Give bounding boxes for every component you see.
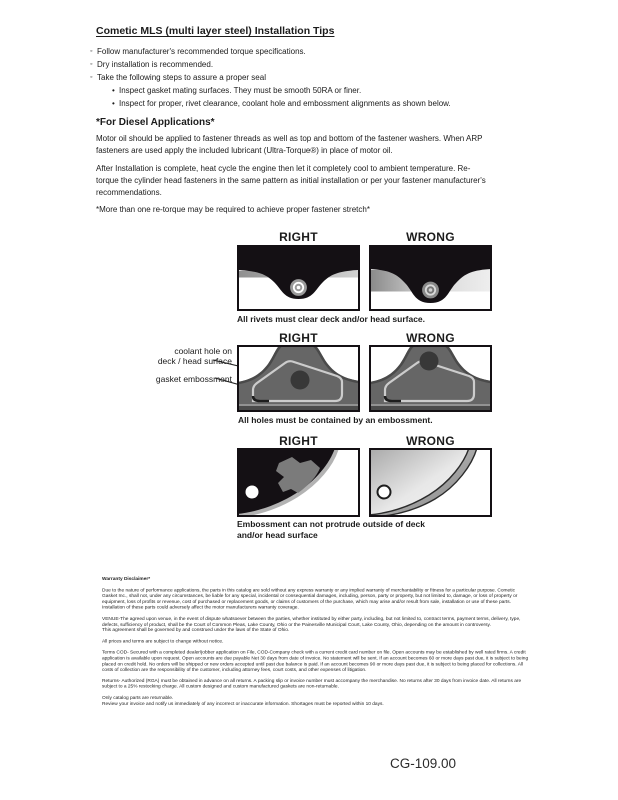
embossment-protruding-diagram (369, 448, 492, 517)
wrong-label: WRONG (406, 434, 455, 448)
figure2-caption: All holes must be contained by an embossment. (238, 415, 433, 425)
coolant-hole-right-figure (237, 345, 360, 412)
tip-text: Dry installation is recommended. (97, 60, 214, 69)
hole-contained-diagram (237, 345, 360, 412)
invoice-review-line: Review your invoice and notify us immediately of any incorrect or inaccurate information. Shortages must be reported within 10 days. (102, 700, 384, 706)
diesel-applications-heading: *For Diesel Applications* (96, 117, 215, 128)
rivet-interference-diagram (369, 245, 492, 311)
warranty-disclaimer-text (102, 576, 529, 706)
figure1-labels (237, 230, 615, 244)
retorque-note: *More than one re-torque may be required to achieve proper fastener stretch* (96, 205, 370, 214)
list-item (90, 97, 560, 110)
tip-text: Inspect gasket mating surfaces. They must be smooth 50RA or finer. (119, 86, 362, 95)
right-label: RIGHT (279, 230, 318, 244)
venue-paragraph: VENUE-The agreed upon venue, in the event of dispute whatsoever between the parties, whether instituted by either party, including, but not limited to, contract terms, payment terms, delivery, type, defects, sufficiency of product, shall be the Court of Common Pleas, Lake County, Ohio or the Painesville Municipal Court, Lake County, Ohio, depending on the amount in controversy. (102, 615, 521, 627)
figure2-labels (237, 331, 615, 345)
figure3-labels (237, 434, 615, 448)
disclaimer-heading: Warranty Disclaimer* (102, 576, 151, 582)
hole-outside-diagram (369, 345, 492, 412)
tip-text: Inspect for proper, rivet clearance, coolant hole and embossment alignments as shown below. (119, 99, 451, 108)
right-label: RIGHT (279, 331, 318, 345)
installation-tips-list (90, 45, 560, 110)
catalog-parts-line: Only catalog parts are returnable. (102, 694, 174, 701)
list-item (90, 71, 560, 84)
embossment-inside-diagram (237, 448, 360, 517)
prices-terms-line: All prices and terms are subject to change without notice. (102, 638, 224, 644)
tip-text: Take the following steps to assure a proper seal (97, 73, 266, 82)
bullet-icon: • (112, 99, 115, 108)
rivet-right-figure (237, 245, 360, 311)
rivet-clear-diagram (237, 245, 360, 311)
page-number: CG-109.00 (390, 756, 457, 771)
tip-text: Follow manufacturer's recommended torque specifications. (97, 47, 306, 56)
embossment-right-figure (237, 448, 360, 517)
right-label: RIGHT (279, 434, 318, 448)
wrong-label: WRONG (406, 230, 455, 244)
coolant-hole-label: deck / head surface (157, 356, 232, 366)
bullet-icon: ◦ (90, 61, 93, 68)
governing-law-line: This agreement shall be governed by and construed under the laws of the State of Ohio. (102, 627, 290, 633)
embossment-wrong-figure (369, 448, 492, 517)
wrong-label: WRONG (406, 331, 455, 345)
disclaimer-paragraph: Due to the nature of performance applications, the parts in this catalog are sold without any express warranty or any implied warranty of merchantability or fitness for a particular purpose. Cometic Gasket Inc., shall not, under any circumstances, be liable for any special, incidental or consequential damages, including, person, party or property, but not limited to, damage, or loss of property or equipment, loss of profits or revenue, cost of purchased or replacement goods, or claims of customers of the purchase, which may arise and/or result from sale, installation or use of these parts. Installation of these parts could adversely affect the motor manufacturers warranty coverage. (102, 587, 518, 610)
list-item (90, 58, 560, 71)
bullet-icon: • (112, 86, 115, 95)
figure3-caption-line1: Embossment can not protrude outside of deck (237, 519, 425, 529)
warranty-disclaimer-section (102, 576, 532, 756)
list-item (90, 45, 560, 58)
figure1-caption: All rivets must clear deck and/or head surface. (237, 314, 426, 324)
diesel-paragraph: After Installation is complete, heat cycle the engine then let it completely cool to ambient temperature. Re-torque the cylinder head fasteners in the same pattern as initial installation or per your fastener manufacturer's recommendations. (96, 164, 486, 197)
list-item (90, 84, 560, 97)
returns-paragraph: Returns- Authorized (RGA) must be obtained in advance on all returns. A packing slip or invoice number must accompany the merchandise. No returns after 30 days from invoice date. All returns are subject to a 25% restocking charge. All custom designed and custom manufactured gaskets are non-returnable. (102, 677, 522, 689)
bullet-icon: ◦ (90, 74, 93, 81)
terms-cod-paragraph: Terms COD- Secured with a completed dealer/jobber application on File, COD-Company check with a current credit card number on file. Open accounts may be established by well rated firms. A credit application is available upon request. Open accounts are due payable Net 30 days from date of invoice. No statement will be sent. If an account becomes 60 or more days past due, it is subject to being placed on credit hold. No orders will be shipped or new orders accepted until past due balance is paid. If an account becomes 90 or more days past due, it is subject to being placed for collections. All costs of collection are the responsibility of the customer, including attorney fees, court costs, and other expenses of litigation. (102, 649, 529, 673)
diesel-paragraph: Motor oil should be applied to fastener threads as well as top and bottom of the fastener washers. When ARP fasteners are used apply the included lubricant (Ultra-Torque®) in place of motor oil. (96, 134, 483, 155)
rivet-wrong-figure (369, 245, 492, 311)
coolant-hole-wrong-figure (369, 345, 492, 412)
gasket-embossment-label: gasket embossment (155, 374, 232, 384)
bullet-icon: ◦ (90, 48, 93, 55)
page-title: Cometic MLS (multi layer steel) Installation Tips (96, 25, 335, 37)
coolant-hole-label: coolant hole on (174, 346, 232, 356)
figure3-caption-line2: and/or head surface (237, 530, 318, 540)
